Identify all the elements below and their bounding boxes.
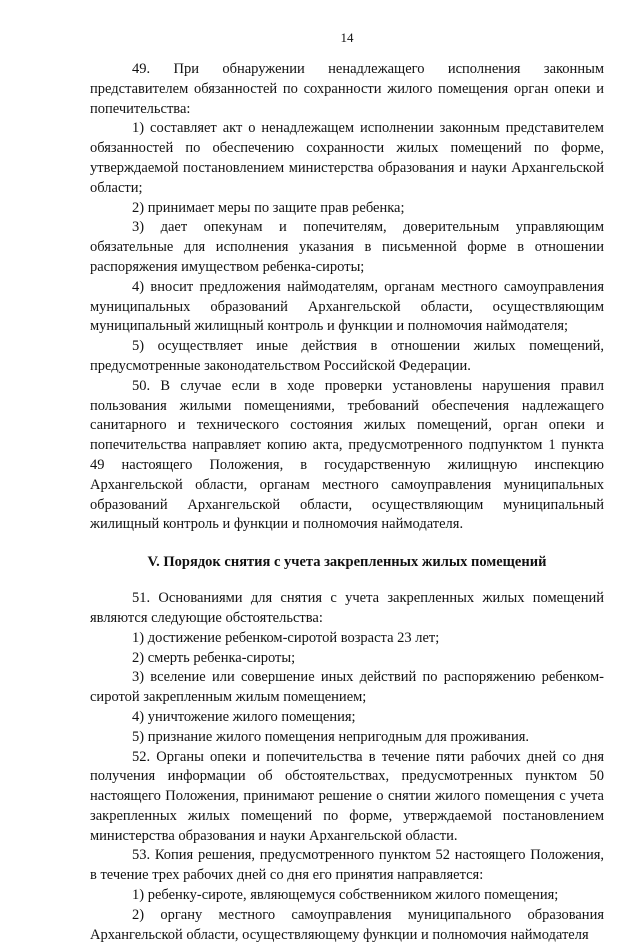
paragraph-49-item-3: 3) дает опекунам и попечителям, доверительным управляющим обязательные для исполнения указания в письменной форме в отношении распоряжения имуществом ребенка-сироты; [90, 219, 604, 275]
paragraph-49-item-4: 4) вносит предложения наймодателям, органам местного самоуправления муниципальных образований Архангельской области, осуществляющим муниципальный жилищный контроль и функции и полномочия наймодателя; [90, 278, 604, 335]
paragraph-51: 51. Основаниями для снятия с учета закрепленных жилых помещений являются следующие обстоятельства: [90, 590, 604, 626]
paragraph-49: 49. При обнаружении ненадлежащего исполнения законным представителем обязанностей по сохранности жилого помещения орган опеки и попечительства: [90, 61, 604, 117]
paragraph-51-item-2: 2) смерть ребенка-сироты; [132, 649, 296, 666]
section-v-heading: V. Порядок снятия с учета закрепленных жилых помещений [147, 554, 547, 571]
paragraph-50: 50. В случае если в ходе проверки установлены нарушения правил пользования жилыми помещениями, требований обеспечения надлежащего санитарного и технического состояния жилых помещений, орган опеки и попечительства направляет копию акта, предусмотренного подпунктом 1 пункта 49 настоящего Положения, в государственную жилищную инспекцию Архангельской области, органам местного самоуправления муниципальных образований Архангельской области, осуществляющим муниципальный жилищный контроль и функции и полномочия наймодателя. [90, 377, 604, 533]
paragraph-49-item-1: 1) составляет акт о ненадлежащем исполнении законным представителем обязанностей по обеспечению сохранности жилых помещений по форме, утверждаемой постановлением министерства образования и науки Архангельской области; [90, 120, 604, 196]
paragraph-49-item-2: 2) принимает меры по защите прав ребенка; [132, 199, 405, 216]
page-number: 14 [340, 30, 354, 45]
section-v-body [90, 589, 604, 945]
paragraph-51-item-5: 5) признание жилого помещения непригодным для проживания. [132, 728, 530, 745]
paragraph-51-item-4: 4) уничтожение жилого помещения; [132, 708, 356, 725]
paragraph-49-item-5: 5) осуществляет иные действия в отношении жилых помещений, предусмотренные законодательством Российской Федерации. [90, 338, 604, 374]
section-iv-continuation [90, 60, 604, 535]
paragraph-53-item-2: 2) органу местного самоуправления муниципального образования Архангельской области, осуществляющему функции и полномочия наймодателя [90, 906, 604, 943]
paragraph-53-item-1: 1) ребенку-сироте, являющемуся собственником жилого помещения; [132, 887, 559, 904]
paragraph-53: 53. Копия решения, предусмотренного пунктом 52 настоящего Положения, в течение трех рабочих дней со дня его принятия направляется: [90, 847, 604, 884]
paragraph-52: 52. Органы опеки и попечительства в течение пяти рабочих дней со дня получения информации об обстоятельствах, предусмотренных пунктом 50 настоящего Положения, принимают решение о снятии жилого помещения с учета закрепленных жилых помещений по форме, утверждаемой постановлением министерства образования и науки Архангельской области. [90, 748, 604, 844]
paragraph-51-item-1: 1) достижение ребенком-сиротой возраста 23 лет; [132, 629, 440, 646]
paragraph-51-item-3: 3) вселение или совершение иных действий по распоряжению ребенком-сиротой закрепленным жилым помещением; [90, 669, 604, 706]
